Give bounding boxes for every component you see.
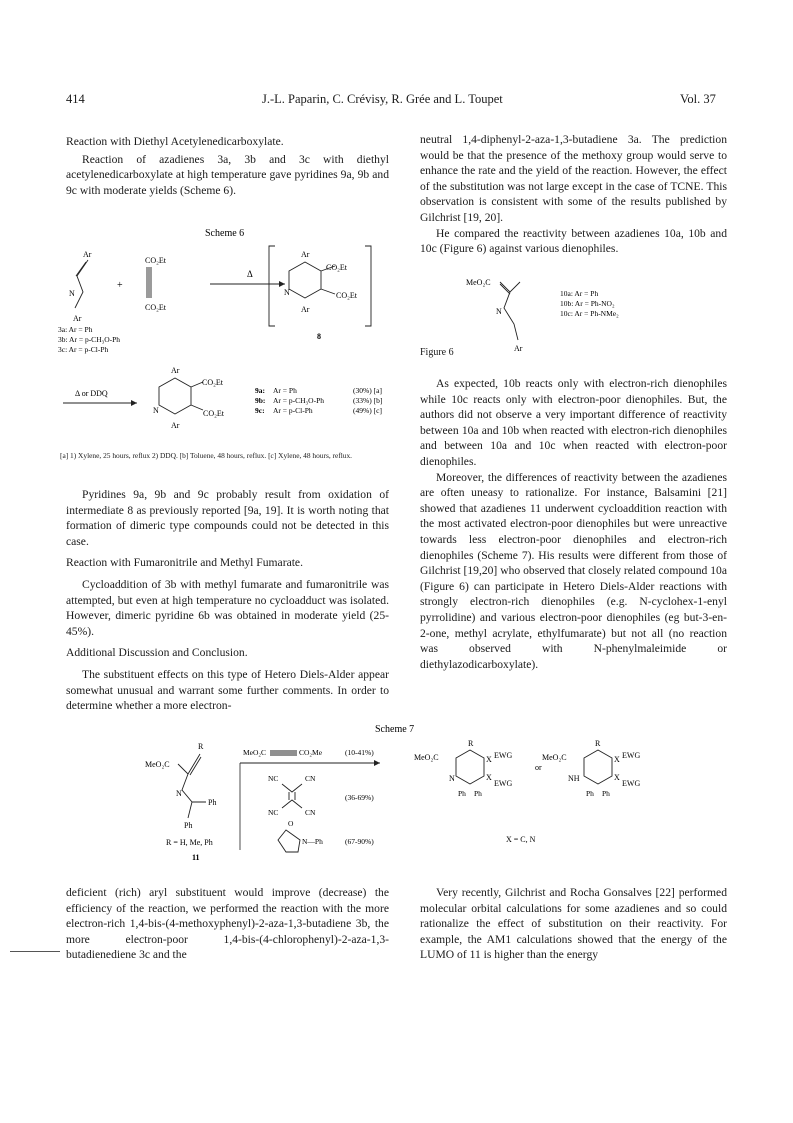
ph-label: Ph (184, 821, 193, 830)
scheme-6 (55, 226, 395, 476)
scheme-7 (140, 720, 700, 870)
paragraph: Pyridines 9a, 9b and 9c probably result from oxidation of intermediate 8 as previously reported [9a, 19]. It is worth noting that formation of dimeric type compounds could not be detected in this case. (66, 488, 389, 548)
left-column-top (66, 132, 389, 198)
yield-3: (67-90%) (345, 837, 374, 846)
left-column-bottom (66, 487, 389, 714)
figure-6-caption: Figure 6 (420, 347, 454, 358)
scheme-6-title: Scheme 6 (205, 228, 245, 239)
ar-label: Ar (171, 421, 180, 430)
svg-text:X: X (486, 755, 492, 764)
paragraph: He compared the reactivity between azadienes 10a, 10b and 10c (Figure 6) against various dienophiles. (420, 226, 727, 256)
ptad-ring (278, 830, 300, 852)
co2et-label: CO₂Et (145, 303, 167, 312)
co2et-label: CO₂Et (203, 409, 225, 418)
svg-text:Ar = Ph: Ar = Ph (273, 386, 297, 395)
ewg-label: EWG (622, 779, 641, 788)
paragraph: neutral 1,4-diphenyl-2-aza-1,3-butadiene 3a. The prediction would be that the presence of the methoxy group would serve to enhance the rate and the yield of the reaction. However, the effect of the substitution was not large except in the case of TCNE. This observation is consistent with some of the results published by Gilchrist [19, 20]. (420, 133, 727, 224)
ph-label: Ph (474, 789, 482, 798)
double-bond (76, 262, 86, 276)
scheme-6-footnote: [a] 1) Xylene, 25 hours, reflux 2) DDQ. [b] Toluene, 48 hours, reflux. [c] Xylene, 48 hours, reflux. (60, 451, 353, 460)
meo2c-label: MeO₂C (145, 760, 170, 769)
bracket-left (269, 246, 275, 326)
dihydropyridine-ring (289, 262, 321, 298)
paragraph: Reaction of azadienes 3a, 3b and 3c with diethyl acetylenedicarboxylate at high temperature gave pyridines 9a, 9b and 9c with moderate yields (Scheme 6). (66, 152, 389, 197)
paragraph: Cycloaddition of 3b with methyl fumarate and fumaronitrile was attempted, but even at high temperature no cycloadduct was isolated. However, dimeric pyridine 6b was obtained in moderate yield (25-45%). (66, 577, 389, 638)
ar-label: Ar (514, 344, 523, 353)
figure-6 (420, 268, 720, 364)
svg-text:NC: NC (268, 808, 279, 817)
svg-text:Ar = p-Cl-Ph: Ar = p-Cl-Ph (273, 406, 313, 415)
svg-text:CO₂Me: CO₂Me (299, 748, 323, 757)
delta-symbol: Δ (247, 269, 253, 279)
n-label: N (69, 289, 75, 298)
co2et-label: CO₂Et (326, 263, 348, 272)
right-column-continuation (420, 885, 727, 963)
azadiene-3a: 3a: Ar = Ph (58, 325, 93, 334)
ph-label: Ph (586, 789, 594, 798)
svg-text:(33%) [b]: (33%) [b] (353, 396, 383, 405)
volume-label: Vol. 37 (680, 92, 716, 106)
svg-text:N—Ph: N—Ph (302, 837, 323, 846)
svg-text:CN: CN (305, 808, 316, 817)
tcne-bonds (282, 784, 302, 808)
n-label: N (496, 307, 502, 316)
footnote-rule (10, 951, 60, 952)
co2et-label: CO₂Et (336, 291, 358, 300)
plus-sign: + (117, 280, 123, 291)
r-definition: R = H, Me, Ph (166, 838, 213, 847)
bracket-right (365, 246, 371, 326)
right-column-bottom (420, 376, 727, 672)
svg-text:NC: NC (268, 774, 279, 783)
co2et-label: CO₂Et (145, 256, 167, 265)
paragraph: The substituent effects on this type of Hetero Diels-Alder appear somewhat unusual and warrant some further comments. In order to determine whether a more electron- (66, 667, 389, 713)
meo2c-label: MeO₂C (466, 278, 491, 287)
compound-8-label: 8 (317, 332, 321, 341)
running-header-authors: J.-L. Paparin, C. Crévisy, R. Grée and L. Toupet (262, 92, 503, 106)
alkyne-bond (147, 267, 151, 298)
n-label: N (284, 288, 290, 297)
alkyne-bond (270, 751, 297, 755)
azadiene-bonds (75, 260, 88, 308)
section-heading-discussion: Additional Discussion and Conclusion. (66, 646, 248, 660)
paragraph: Very recently, Gilchrist and Rocha Gonsalves [22] performed molecular orbital calculations for some azadienes and so could rationalize the effect of substitution on their reactivity. For example, the AM1 calculations showed that the energy of the LUMO of 11 is higher than the energy (420, 886, 727, 962)
ph-label: Ph (602, 789, 610, 798)
page-number: 414 (66, 92, 85, 106)
meo2c-label: MeO₂C (542, 753, 567, 762)
scheme-7-title: Scheme 7 (375, 724, 415, 735)
azadiene-3c: 3c: Ar = p-Cl-Ph (58, 345, 109, 354)
section-heading-acetylenedicarboxylate: Reaction with Diethyl Acetylenedicarboxylate. (66, 135, 284, 148)
svg-text:O: O (288, 819, 294, 828)
svg-text:CN: CN (305, 774, 316, 783)
svg-text:(49%) [c]: (49%) [c] (353, 406, 382, 415)
ewg-label: EWG (494, 779, 513, 788)
ph-label: Ph (458, 789, 466, 798)
paragraph: deficient (rich) aryl substituent would improve (decrease) the efficiency of the reaction, we performed the reaction with the more electron-rich 1,4-bis-(4-methoxyphenyl)-2-aza-1,3-butadiene 3b, the more electron-poor 1,4-bis-(4-chlorophenyl)-2-aza-1,3-butadienediene 3c and the (66, 886, 389, 962)
right-column-top (420, 132, 727, 257)
ar-label: Ar (171, 366, 180, 375)
r-label: R (595, 739, 601, 748)
svg-text:9a:: 9a: (255, 386, 265, 395)
svg-text:(30%) [a]: (30%) [a] (353, 386, 382, 395)
svg-text:Ar = p-CH₃O-Ph: Ar = p-CH₃O-Ph (273, 396, 325, 405)
ewg-label: EWG (622, 751, 641, 760)
delta-ddq-label: Δ or DDQ (75, 389, 108, 398)
paragraph: As expected, 10b reacts only with electron-rich dienophiles while 10c reacts only with electron-poor dienophiles. But, the authors did not observe a very important difference of reactivity between 10a and 10b when reacted with electron-rich dienophiles and between 10a and 10c when reacted with electron-poor dienophiles. (420, 377, 727, 468)
co2et-label: CO₂Et (202, 378, 224, 387)
svg-text:9c:: 9c: (255, 406, 265, 415)
svg-text:MeO₂C: MeO₂C (243, 748, 267, 757)
r-label: R (468, 739, 474, 748)
ar-label: Ar (83, 250, 92, 259)
azadiene-3b: 3b: Ar = p-CH₃O-Ph (58, 335, 121, 344)
r-label: R (198, 742, 204, 751)
n-label: N (153, 406, 159, 415)
ar-label: Ar (73, 314, 82, 323)
n-label: N (176, 789, 182, 798)
compound-10c: 10c: Ar = Ph-NMe₂ (560, 309, 619, 318)
meo2c-label: MeO₂C (414, 753, 439, 762)
ewg-label: EWG (494, 751, 513, 760)
ph-label: Ph (208, 798, 217, 807)
pyridine-ring (159, 378, 191, 414)
product-list (255, 386, 382, 415)
section-heading-fumaronitrile: Reaction with Fumaronitrile and Methyl Fumarate. (66, 556, 303, 570)
svg-text:X: X (614, 773, 620, 782)
arrow-head (279, 281, 285, 287)
n-label: N (449, 774, 455, 783)
yield-1: (10-41%) (345, 748, 374, 757)
compound-11-bonds (178, 754, 206, 818)
yield-2: (36-69%) (345, 793, 374, 802)
svg-text:X: X (486, 773, 492, 782)
dihydropyridine-ring (584, 750, 612, 784)
ar-label: Ar (301, 305, 310, 314)
nh-label: NH (568, 774, 580, 783)
tetrahydropyridine-ring (456, 750, 484, 784)
ar-label: Ar (301, 250, 310, 259)
compound-11-label: 11 (192, 853, 200, 862)
x-definition: X = C, N (506, 835, 536, 844)
paragraph: Moreover, the differences of reactivity between the azadienes are often uneasy to rationalize. For instance, Balsamini [21] showed that azadienes 11 underwent cycloaddition reaction with the most activated electron-poor dienophiles but were unreactive towards less electron-poor dienophiles and electron-rich dienophiles (Scheme 7). His results were different from those of Gilchrist [19,20] who observed that closely related compound 10a (Figure 6) can participate in Hetero Diels-Alder reactions with strongly electron-rich dienophiles (e.g. N-cyclohex-1-enyl pyrrolidine) and various electron-poor dienophiles (eg but-3-en-2-one, methyl acrylate, ethylfumarate) but not all (no reaction was observed with N-phenylmaleimide or diethylazodicarboxylate). (420, 470, 727, 671)
svg-text:X: X (614, 755, 620, 764)
or-label: or (535, 763, 542, 772)
svg-text:9b:: 9b: (255, 396, 266, 405)
left-column-continuation (66, 885, 389, 963)
compound-10b: 10b: Ar = Ph-NO₂ (560, 299, 615, 308)
compound-10a: 10a: Ar = Ph (560, 289, 599, 298)
